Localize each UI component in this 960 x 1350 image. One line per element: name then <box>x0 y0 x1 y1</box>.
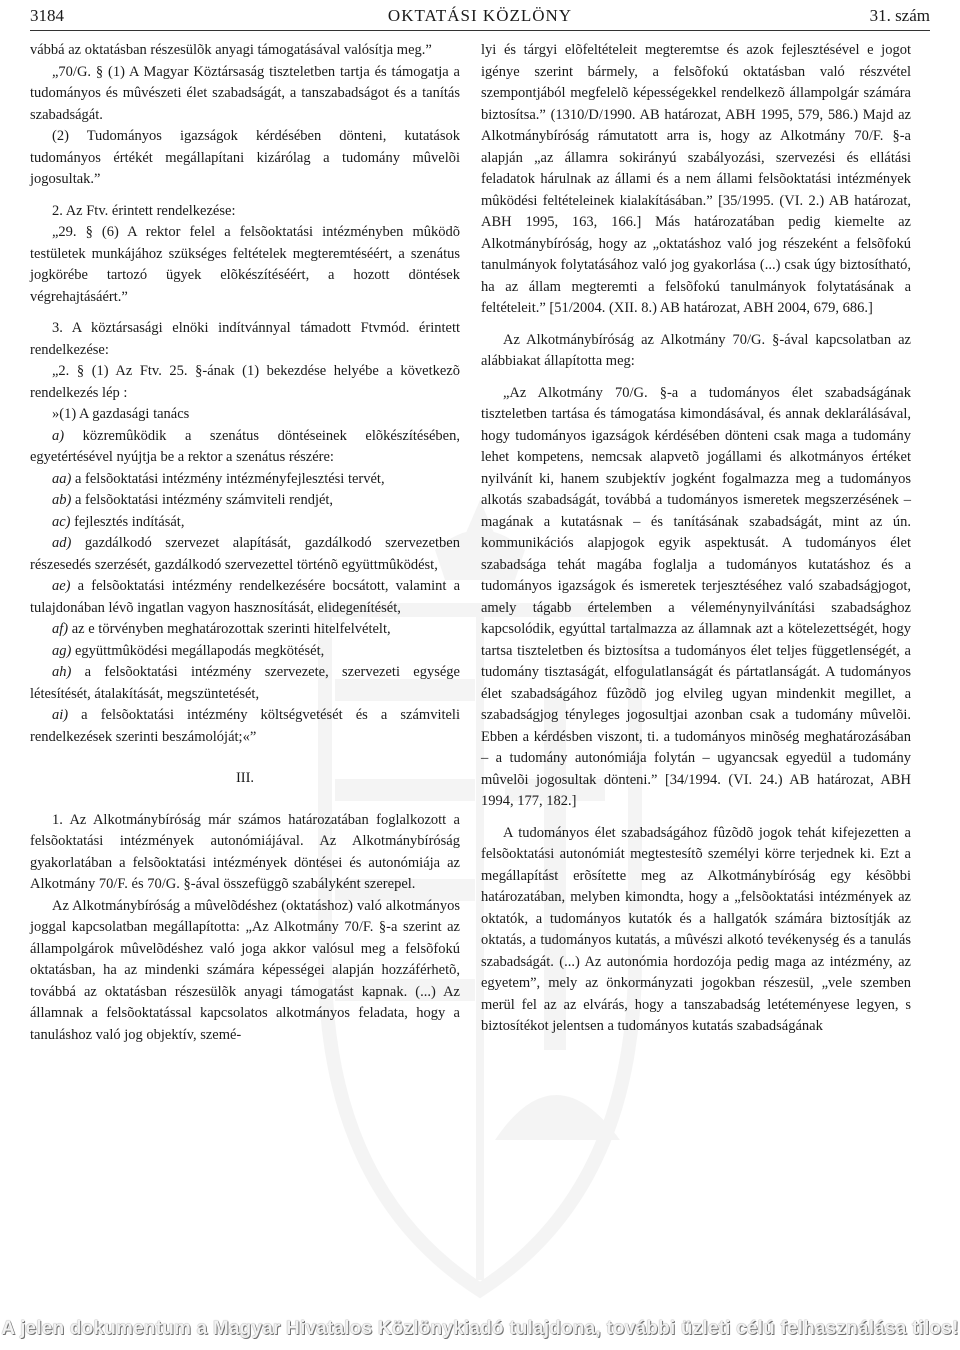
page-header <box>30 4 930 28</box>
list-item-marker: ab) <box>52 492 72 508</box>
paragraph: (2) Tudományos igazságok kérdésében dönteni, kutatások tudományos értékét megállapítani kizárólag a tudomány mûvelõi jogosultak.” <box>30 128 460 187</box>
paragraph: Az Alkotmánybíróság az Alkotmány 70/G. §-ával kapcsolatban az alábbiakat állapította meg: <box>481 331 911 369</box>
list-item: ab) a felsõoktatási intézmény számviteli rendjét, <box>52 492 334 508</box>
list-item: af) az e törvényben meghatározottak szerinti hitelfelvételt, <box>52 621 391 637</box>
list-item-marker: a) <box>52 427 65 444</box>
list-item: ac) fejlesztés indítását, <box>52 513 185 530</box>
section-heading: 2. Az Ftv. érintett rendelkezése: <box>52 202 236 219</box>
list-item: ae) a felsõoktatási intézmény rendelkezésére bocsátott, valamint a tulajdonában lévõ ingatlan vagyon hasznosítását, elidegenítését, <box>30 578 460 616</box>
list-item: ai) a felsõoktatási intézmény költségvetését és a számviteli rendelkezések szerinti beszámolóját;«” <box>30 707 460 745</box>
list-item: aa) a felsõoktatási intézmény intézményfejlesztési tervét, <box>52 470 385 487</box>
journal-title: OKTATÁSI KÖZLÖNY <box>387 6 573 25</box>
list-item-marker: af) <box>52 621 69 637</box>
list-item-marker: ae) <box>52 578 71 594</box>
list-item: ad) gazdálkodó szervezet alapítását, gazdálkodó szervezetben részesedés szerzését, gazdálkodó szervezettel történõ együttmûködést, <box>30 535 460 573</box>
list-item: a) közremûködik a szenátus döntéseinek elõkészítésében, egyetértésével nyújtja be a rektor a szenátus részére: <box>30 427 460 465</box>
list-item-marker: ad) <box>52 535 72 551</box>
paragraph: »(1) A gazdasági tanács <box>52 406 190 422</box>
left-column <box>30 40 460 1046</box>
paragraph: vábbá az oktatásban részesülõk anyagi támogatásával valósítja meg.” <box>30 42 432 58</box>
paragraph: Az Alkotmánybíróság a mûvelõdéshez (oktatáshoz) való alkotmányos joggal kapcsolatban megállapította: „Az Alkotmány 70/F. §-a szerint az állampolgárok mûvelõdéshez való joga akkor valósul meg a felsõfokú oktatásban, ha az mindenki számára képességei alapján hozzáférhetõ, továbbá az oktatásban részesülõk anyagi támogatást kapnak. (...) Az államnak a felsõoktatással kapcsolatos alkotmányos feladata, hogy a tanuláshoz való jog objektív, szemé- <box>30 897 460 1043</box>
paragraph: „29. § (6) A rektor felel a felsõoktatási intézményben mûködõ testületek munkájához szükséges feltételek megteremtéséért, a szenátus jogkörébe tartozó ügyek elõkészítéséért, a hozott döntések végrehajtásáért.” <box>30 224 460 305</box>
header-rule <box>30 30 930 31</box>
list-item-marker: ag) <box>52 642 72 659</box>
list-item-marker: aa) <box>52 470 72 487</box>
issue-number: 31. szám <box>869 6 930 25</box>
chapter-heading: III. <box>235 770 255 786</box>
section-heading: 3. A köztársasági elnöki indítvánnyal támadott Ftvmód. érintett rendelkezése: <box>30 320 460 358</box>
paragraph: A tudományos élet szabadságához fûzõdõ jogok tehát kifejezetten a felsõoktatási autonómiát megtestesítõ személyi körre terjednek ki. Ezt a megállapítást erõsítette meg az Alkotmánybíróság egy késõbbi határozatában, melyben kimondta, hogy a „felsõoktatási intézmények az oktatók, a tudományos kutatók és a hallgatók számára biztosítják az oktatás, a tudományos kutatás, a mûvészi alkotó tevékenység és a tanulás szabadságát. (...) Az autonómia hordozója pedig maga az intézmény, az egyetem”, mely az önkormányzati jogokban részesül, „vele szemben merül fel az az elvárás, hogy a tanszabadság letéteményese legyen, s biztosítékot jelentsen a tudományos kutatás szabadságának <box>481 824 911 1034</box>
paragraph: lyi és tárgyi elõfeltételeit megteremtse és azok fejlesztésével e jogot igénye szerint bármely, a felsõfokú oktatásban való részvétel szempontjából megfelelõ képességekkel rendelkezõ állampolgár számára biztosítsa.” (1310/D/1990. AB határozat, ABH 1995, 579, 586.) Majd az Alkotmánybíróság rámutatott arra is, hogy az Alkotmány 70/F. §-a alapján „az államra sokirányú szabályozási, szervezési és ellátási feladatok hárulnak az állami és a nem állami felsõoktatási intézmények mûködési feltételeinek kialakításában.” [35/1995. (VI. 2.) AB határozat, ABH 1995, 163, 166.] Más határozatában pedig kiemelte az Alkotmánybíróság, hogy az „oktatáshoz való jog részeként a felsõfokú tanulmányok folytatásához való jog gyakorlása (...) csak úgy biztosítható, ha az állam megteremti a felsõfokú tanulmányok folytatásának a feltételeit.” [51/2004. (XII. 8.) AB határozat, ABH 2004, 679, 686.] <box>481 42 911 316</box>
copyright-footer: A jelen dokumentum a Magyar Hivatalos Közlönykiadó tulajdona, további üzleti célú felhasználása tilos! <box>1 1318 959 1339</box>
list-item: ag) együttmûködési megállapodás megkötését, <box>52 642 325 659</box>
list-item-marker: ac) <box>52 513 71 530</box>
list-item: ah) a felsõoktatási intézmény szervezete, szervezeti egysége létesítését, átalakítását, megszüntetését, <box>30 664 460 702</box>
quote-paragraph: „Az Alkotmány 70/G. §-a a tudományos élet szabadságának tiszteletben tartása és támogatása kimondásával, és annak deklarálásával, hogy tudományos igazságok kérdésében dönteni csak maga a tudomány lehet kompetens, nemcsak alapvetõ jogállami és alkotmányos értéket nyilvánít ki, hanem szubjektív jogként fogalmazza meg a tudományos alkotás szabadságát, továbbá a tudományos ismeretek megszerzésének – magának a kutatásnak – és tanításának szabadságát, mint az ún. kommunikációs alapjogok egyik aspektusát. A tudományos élet szabadsága tehát magába foglalja a tudományos kutatáshoz és a tudományos igazságok és ismeretek terjesztéséhez való szabadságjogot, amely tágabb értelemben a véleménynyilvánítási szabadsághoz kapcsolódik, egyúttal tartalmazza az államnak azt a kötelezettségét, hogy tartsa tiszteletben és biztosítsa a tudományos élet teljes függetlenségét, a tudomány tisztaságát, elfogulatlanságát és pártatlanságát. A tudományos élet szabadságához fûzõdõ jog elvileg ugyan mindenkit megillet, a szabadságjog tényleges jogosultjai azonban csak a tudomány mûvelõi. Ebben a kérdésben viszont, ti. a tudományos minõség meghatározásában – a tudomány autonómiája folytán – ugyancsak egyedül a tudomány mûvelõi jogosultak dönteni.” [34/1994. (VI. 24.) AB határozat, ABH 1994, 177, 182.] <box>481 384 911 809</box>
page-number: 3184 <box>30 6 64 25</box>
list-item-marker: ai) <box>52 707 69 723</box>
paragraph: „2. § (1) Az Ftv. 25. §-ának (1) bekezdése helyébe a következõ rendelkezés lép : <box>30 363 460 401</box>
list-item-marker: ah) <box>52 664 72 680</box>
right-column <box>481 40 911 1038</box>
paragraph: „70/G. § (1) A Magyar Köztársaság tiszteletben tartja és támogatja a tudományos és mûvészeti élet szabadságát, a tanszabadságot és a tanítás szabadságát. <box>30 63 460 123</box>
paragraph: 1. Az Alkotmánybíróság már számos határozatában foglalkozott a felsõoktatási intézmények autonómiájával. Az Alkotmánybíróság gyakorlatában a felsõoktatási intézmények döntései és autonómiája az Alkotmány 70/F. és 70/G. §-ával összefüggõ szabályként szerepel. <box>30 811 460 892</box>
